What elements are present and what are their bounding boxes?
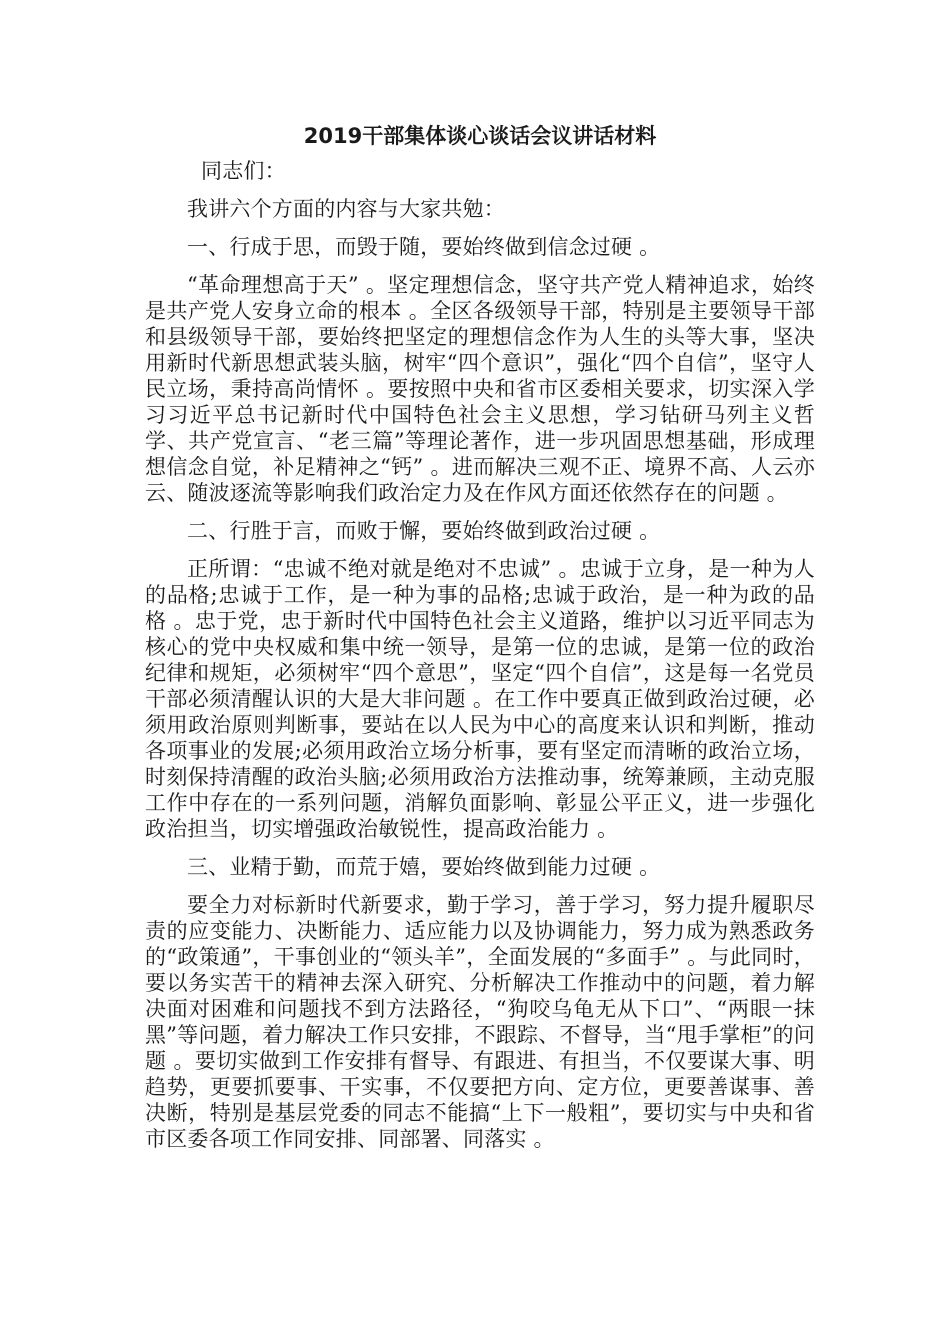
body-paragraph-3: 要全力对标新时代新要求，勤于学习，善于学习，努力提升履职尽责的应变能力、决断能力、适应能力以及协调能力，努力成为熟悉政务的“政策通”，干事创业的“领头羊”，全面发展的“多面手” 。与此同时，要以务实苦干的精神去深入研究、分析解决工作推动中的问题，着力解决面对困难和问题找不到方法路径，“狗咬乌龟无从下口”、“两眼一抹黑”等问题，着力解决工作只安排，不跟踪、不督导，当“甩手掌柜”的问题 。要切实做到工作安排有督导、有跟进、有担当，不仅要谋大事、明趋势，更要抓要事、干实事，不仅要把方向、定方位，更要善谋事、善决断，特别是基层党委的同志不能搞“上下一般粗”，要切实与中央和省市区委各项工作同安排、同部署、同落实 。 xyxy=(145,893,815,1151)
section-heading-1: 一、行成于思，而毁于随，要始终做到信念过硬 。 xyxy=(187,235,661,259)
document-title: 2019干部集体谈心谈话会议讲话材料 xyxy=(303,124,657,148)
section-heading-3: 三、业精于勤，而荒于嬉，要始终做到能力过硬 。 xyxy=(187,855,661,879)
salutation: 同志们： xyxy=(201,159,286,183)
section-heading-2: 二、行胜于言，而败于懈，要始终做到政治过硬 。 xyxy=(187,519,661,543)
document-body xyxy=(145,122,815,1164)
intro-paragraph: 我讲六个方面的内容与大家共勉： xyxy=(187,197,505,221)
body-paragraph-1: “革命理想高于天” 。坚定理想信念，坚守共产党人精神追求，始终是共产党人安身立命的根本 。全区各级领导干部，特别是主要领导干部和县级领导干部，要始终把坚定的理想信念作为人生的头等大事，坚决用新时代新思想武装头脑，树牢“四个意识”，强化“四个自信”，坚守人民立场，秉持高尚情怀 。要按照中央和省市区委相关要求，切实深入学习习近平总书记新时代中国特色社会主义思想，学习钻研马列主义哲学、共产党宣言、“老三篇”等理论著作，进一步巩固思想基础，形成理想信念自觉，补足精神之“钙” 。进而解决三观不正、境界不高、人云亦云、随波逐流等影响我们政治定力及在作风方面还依然存在的问题 。 xyxy=(145,273,815,505)
body-paragraph-2: 正所谓：“忠诚不绝对就是绝对不忠诚” 。忠诚于立身，是一种为人的品格;忠诚于工作，是一种为事的品格;忠诚于政治，是一种为政的品格 。忠于党，忠于新时代中国特色社会主义道路，维护以习近平同志为核心的党中央权威和集中统一领导，是第一位的忠诚，是第一位的政治纪律和规矩，必须树牢“四个意思”，坚定“四个自信”，这是每一名党员干部必须清醒认识的大是大非问题 。在工作中要真正做到政治过硬，必须用政治原则判断事，要站在以人民为中心的高度来认识和判断，推动各项事业的发展;必须用政治立场分析事，要有坚定而清晰的政治立场，时刻保持清醒的政治头脑;必须用政治方法推动事，统筹兼顾，主动克服工作中存在的一系列问题，消解负面影响、彰显公平正义，进一步强化政治担当，切实增强政治敏锐性，提高政治能力 。 xyxy=(145,557,815,841)
